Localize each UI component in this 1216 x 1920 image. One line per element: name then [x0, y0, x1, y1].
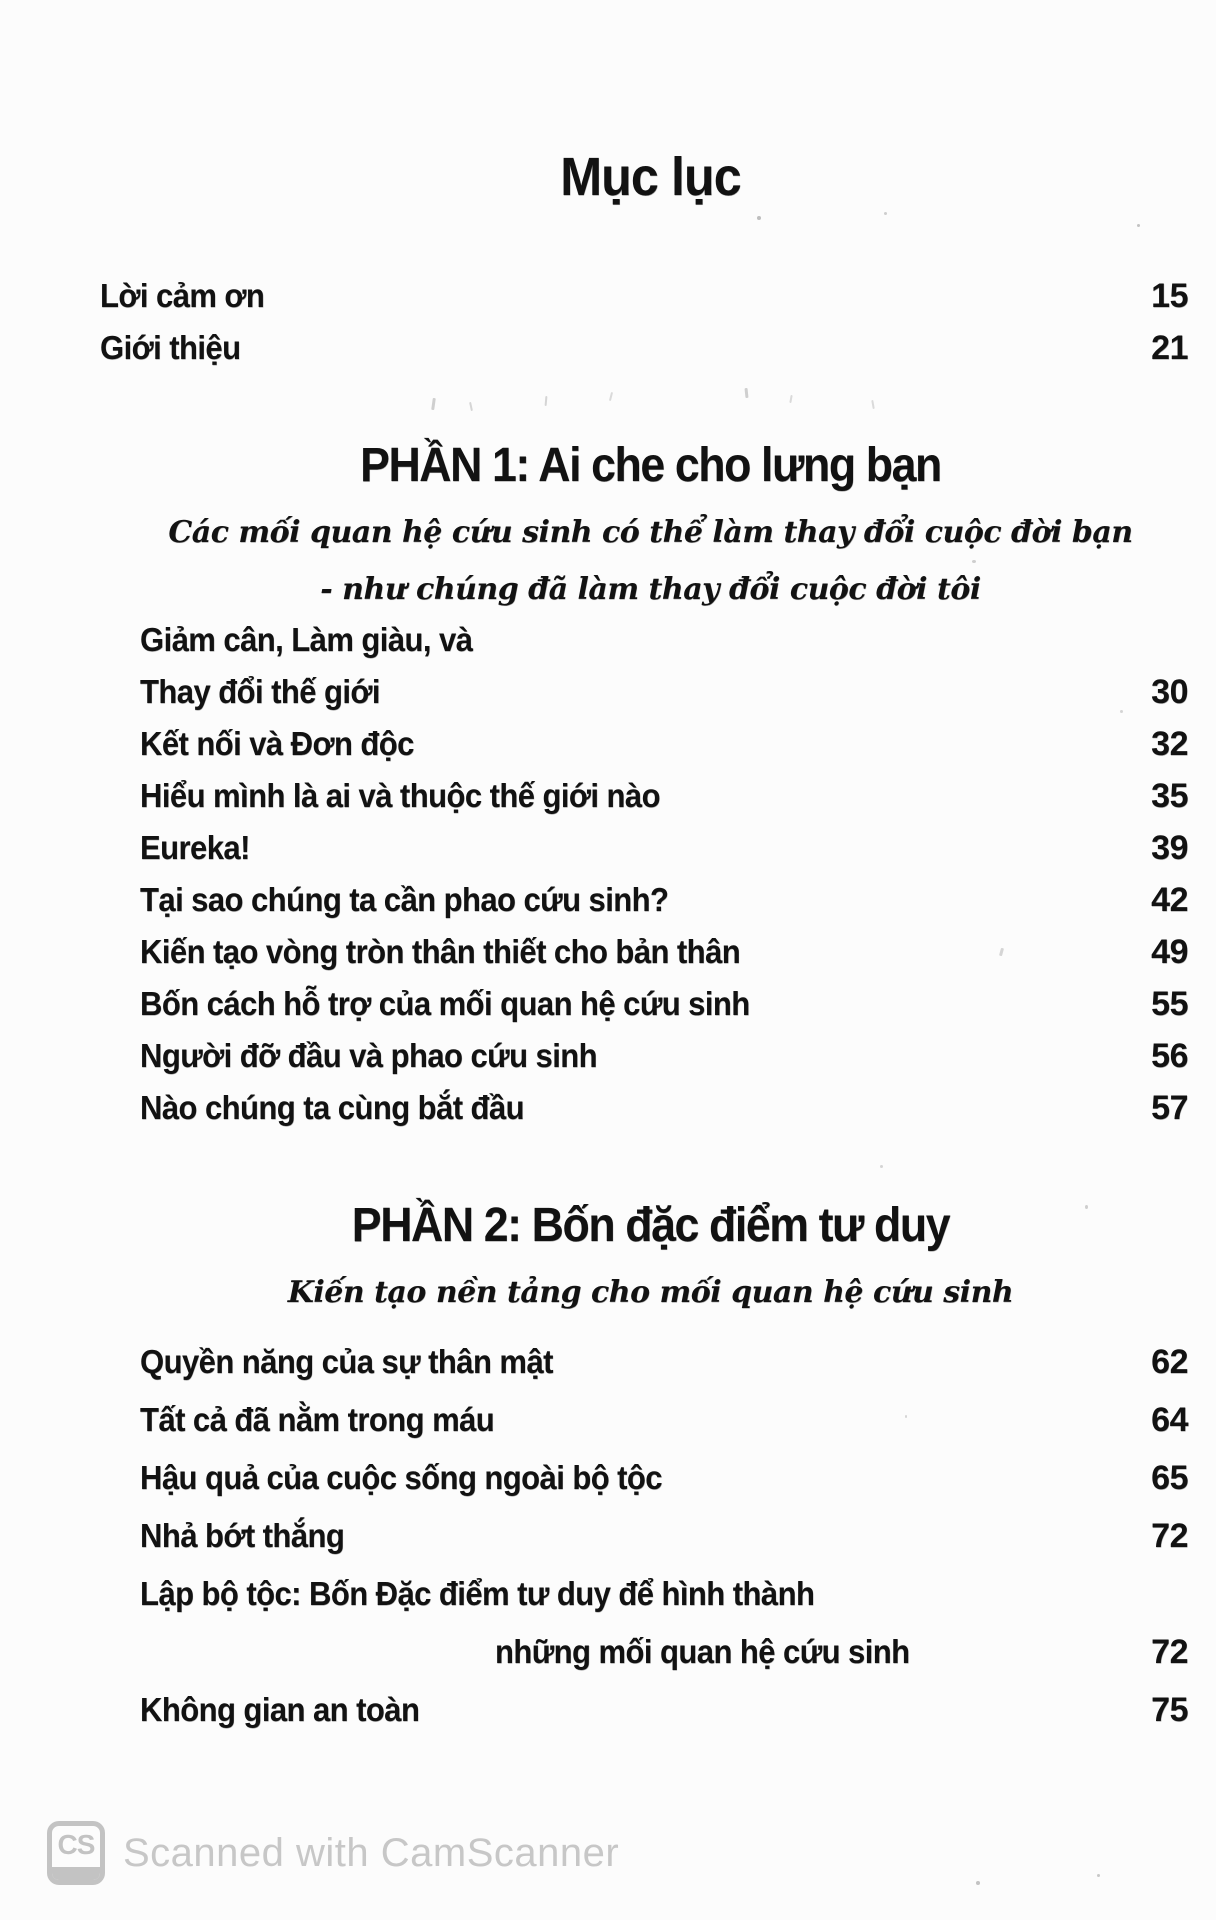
- scan-speck: [609, 392, 613, 401]
- toc-item-label: Quyền năng của sự thân mật: [140, 1343, 553, 1380]
- scan-speck: [757, 216, 761, 220]
- part2-subtitle: [85, 1272, 1216, 1314]
- part2-subtitle-line1: Kiến tạo nền tảng cho mối quan hệ cứu sinh: [287, 1275, 1014, 1310]
- toc-row: [140, 1690, 1188, 1748]
- toc-item-label: Kết nối và Đơn độc: [140, 725, 414, 762]
- scan-speck: [871, 400, 875, 409]
- toc-page-number: 72: [1151, 1517, 1188, 1555]
- toc-page-number: 49: [1151, 933, 1188, 971]
- toc-page-number: 30: [1151, 673, 1188, 711]
- toc-item-label: Tất cả đã nằm trong máu: [140, 1401, 495, 1438]
- toc-row: [140, 776, 1188, 828]
- toc-page-number: 55: [1151, 985, 1188, 1023]
- toc-row: [140, 620, 1188, 672]
- toc-page-number: 15: [1151, 277, 1188, 315]
- toc-row: [140, 724, 1188, 776]
- toc-item-label: Người đỡ đầu và phao cứu sinh: [140, 1037, 598, 1074]
- scan-speck: [880, 1165, 883, 1168]
- toc-row: [140, 828, 1188, 880]
- toc-item-label: Kiến tạo vòng tròn thân thiết cho bản thân: [140, 933, 741, 970]
- toc-item-label: Tại sao chúng ta cần phao cứu sinh?: [140, 881, 669, 918]
- camscanner-logo: [47, 1821, 105, 1885]
- toc-item-label: Hiểu mình là ai và thuộc thế giới nào: [140, 777, 660, 814]
- scan-speck: [976, 1881, 980, 1885]
- scan-speck: [744, 388, 748, 398]
- toc-page-number: 75: [1151, 1691, 1188, 1729]
- scan-speck: [469, 402, 473, 411]
- scan-speck: [789, 395, 792, 403]
- toc-page-number: 62: [1151, 1343, 1188, 1381]
- toc-item-label: Lập bộ tộc: Bốn Đặc điểm tư duy để hình thành: [140, 1575, 815, 1612]
- toc-row: [140, 1400, 1188, 1458]
- page-title: Mục lục: [560, 147, 741, 207]
- toc-page-number: 57: [1151, 1089, 1188, 1127]
- camscanner-text: Scanned with CamScanner: [123, 1830, 620, 1875]
- toc-page-number: 64: [1151, 1401, 1188, 1439]
- toc-row: [140, 1458, 1188, 1516]
- toc-page-number: 32: [1151, 725, 1188, 763]
- scan-speck: [1097, 1874, 1100, 1877]
- toc-row: [140, 672, 1188, 724]
- toc-item-label: Lời cảm ơn: [100, 277, 265, 314]
- toc-row: [140, 1342, 1188, 1400]
- toc-page-number: 42: [1151, 881, 1188, 919]
- scan-speck: [1085, 1205, 1088, 1209]
- toc-row: [140, 1516, 1188, 1574]
- part2-heading: PHẦN 2: Bốn đặc điểm tư duy: [351, 1199, 950, 1252]
- scan-speck: [545, 396, 548, 406]
- toc-row: [100, 328, 1188, 380]
- part1-subtitle-line1: Các mối quan hệ cứu sinh có thể làm thay đổi cuộc đời bạn: [168, 515, 1133, 550]
- scan-speck: [884, 212, 887, 215]
- scan-speck: [1137, 224, 1140, 227]
- toc-item-label: Nhả bớt thắng: [140, 1517, 345, 1554]
- toc-row: [140, 880, 1188, 932]
- toc-row: [140, 1088, 1188, 1140]
- camscanner-watermark: [47, 1820, 1216, 1886]
- toc-part1-items: [140, 620, 1188, 1140]
- toc-item-label: Giảm cân, Làm giàu, và: [140, 621, 473, 658]
- toc-item-label: Hậu quả của cuộc sống ngoài bộ tộc: [140, 1459, 662, 1496]
- scan-speck: [905, 1415, 907, 1418]
- toc-front-matter: [100, 276, 1188, 380]
- toc-row: [140, 1574, 1188, 1632]
- part1-subtitle-line2: - như chúng đã làm thay đổi cuộc đời tôi: [320, 572, 981, 607]
- toc-page-number: 65: [1151, 1459, 1188, 1497]
- toc-row: [140, 984, 1188, 1036]
- scan-speck: [1120, 710, 1123, 713]
- toc-item-label: Eureka!: [140, 829, 250, 866]
- part1-subtitle: [85, 504, 1216, 618]
- camscanner-logo-base: [52, 1867, 100, 1880]
- camscanner-logo-letters: CS: [57, 1829, 95, 1860]
- toc-item-label: Không gian an toàn: [140, 1691, 420, 1728]
- scan-speck: [431, 398, 436, 410]
- toc-item-label: những mối quan hệ cứu sinh: [495, 1633, 910, 1670]
- scan-speck: [972, 560, 976, 563]
- toc-part2-items: [140, 1342, 1188, 1748]
- toc-item-label: Thay đổi thế giới: [140, 673, 380, 710]
- toc-page-number: 35: [1151, 777, 1188, 815]
- part1-heading: PHẦN 1: Ai che cho lưng bạn: [360, 439, 941, 492]
- toc-page-number: 56: [1151, 1037, 1188, 1075]
- toc-item-label: Nào chúng ta cùng bắt đầu: [140, 1089, 525, 1126]
- toc-page-number: 39: [1151, 829, 1188, 867]
- toc-row: [100, 276, 1188, 328]
- toc-row: [140, 1632, 1188, 1690]
- toc-item-label: Bốn cách hỗ trợ của mối quan hệ cứu sinh: [140, 985, 750, 1022]
- toc-page-number: 72: [1151, 1633, 1188, 1671]
- toc-row: [140, 932, 1188, 984]
- toc-page-number: 21: [1151, 329, 1188, 367]
- toc-item-label: Giới thiệu: [100, 329, 241, 366]
- toc-row: [140, 1036, 1188, 1088]
